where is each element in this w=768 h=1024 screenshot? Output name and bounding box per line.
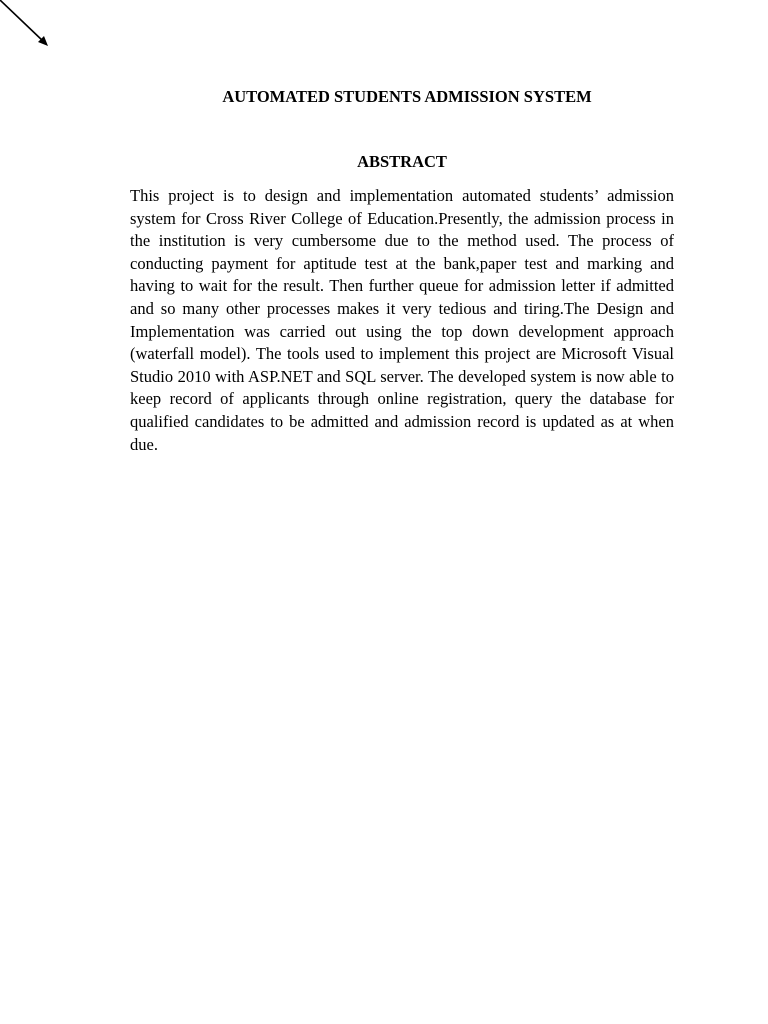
abstract-paragraph: This project is to design and implementation automated students’ admission system for Cross River College of Education.Presently, the admission process in the institution is very cumbersome due to the method used. The process of conducting payment for aptitude test at the bank,paper test and marking and having to wait for the result. Then further queue for admission letter if admitted and so many other processes makes it very tedious and tiring.The Design and Implementation was carried out using the top down development approach (waterfall model). The tools used to implement this project are Microsoft Visual Studio 2010 with ASP.NET and SQL server. The developed system is now able to keep record of applicants through online registration, query the database for qualified candidates to be admitted and admission record is updated as at when due. (130, 186, 674, 454)
arrow-down-right-icon (0, 0, 52, 50)
document-title: AUTOMATED STUDENTS ADMISSION SYSTEM (222, 87, 592, 106)
abstract-heading: ABSTRACT (357, 152, 447, 171)
